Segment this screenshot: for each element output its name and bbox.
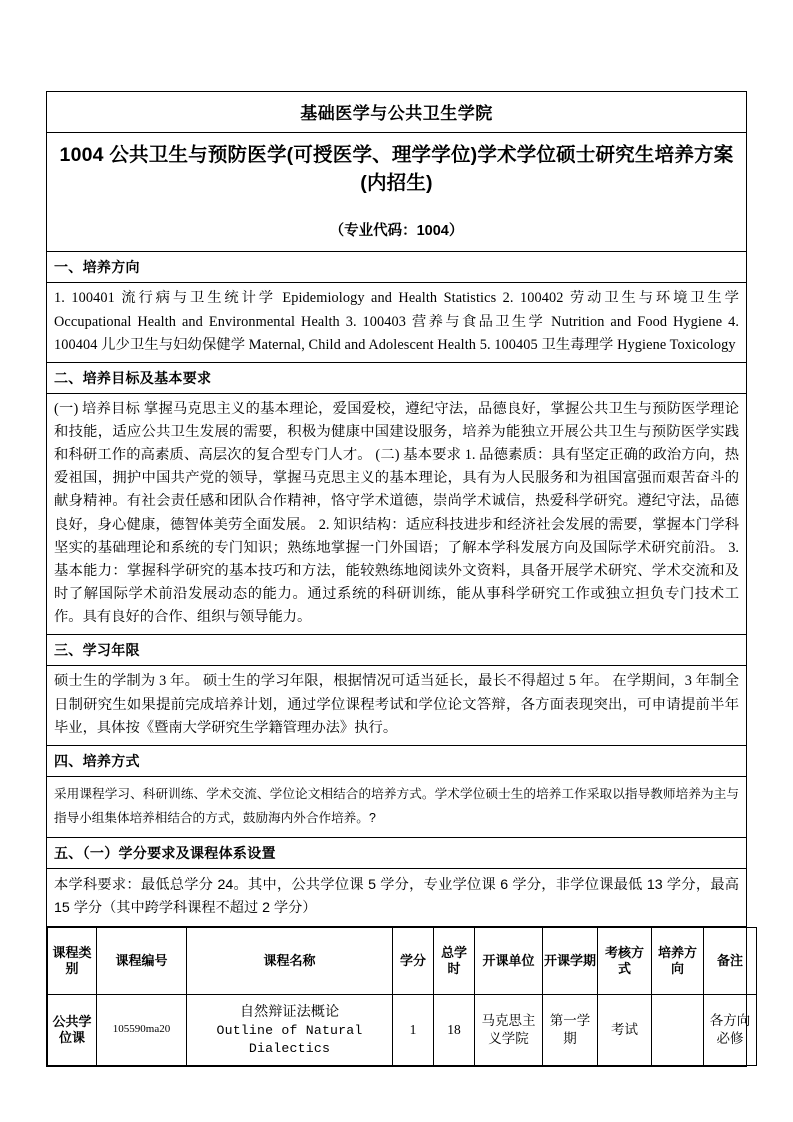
section-body-row-5 bbox=[47, 868, 747, 926]
section-body-row-3 bbox=[47, 666, 747, 745]
section-body-credit-requirements: 本学科要求：最低总学分 24。其中，公共学位课 5 学分，专业学位课 6 学分，非学位课最低 13 学分，最高 15 学分（其中跨学科课程不超过 2 学分） bbox=[54, 876, 739, 916]
course-table-header-row bbox=[48, 927, 757, 994]
program-document-table bbox=[46, 91, 751, 1067]
section-heading-row-3 bbox=[47, 635, 747, 666]
course-name-en-line2: Dialectics bbox=[248, 1040, 331, 1056]
section-body-row-2 bbox=[47, 393, 747, 635]
institute-title-row bbox=[47, 92, 747, 133]
course-schedule-table bbox=[47, 927, 757, 1066]
cell-credits: 1 bbox=[393, 994, 434, 1065]
section-heading-study-duration: 三、学习年限 bbox=[54, 642, 140, 659]
cell-remark: 各方向必修 bbox=[704, 994, 757, 1065]
cell-course-code: 105590ma20 bbox=[97, 994, 187, 1065]
section-heading-credit-requirements: 五、（一）学分要求及课程体系设置 bbox=[54, 844, 276, 861]
col-header-course-name: 课程名称 bbox=[187, 927, 393, 994]
col-header-remark: 备注 bbox=[704, 927, 757, 994]
course-name-en-line1: Outline of Natural bbox=[216, 1022, 363, 1038]
section-heading-training-method: 四、培养方式 bbox=[54, 752, 140, 769]
cell-category: 公共学位课 bbox=[48, 994, 97, 1065]
cell-total-hours: 18 bbox=[434, 994, 475, 1065]
section-heading-row-5 bbox=[47, 837, 747, 868]
institute-title: 基础医学与公共卫生学院 bbox=[300, 104, 493, 123]
section-body-row-4 bbox=[47, 776, 747, 837]
cell-offering-unit: 马克思主义学院 bbox=[475, 994, 543, 1065]
cell-assessment-method: 考试 bbox=[598, 994, 652, 1065]
program-title: 1004 公共卫生与预防医学(可授医学、理学学位)学术学位硕士研究生培养方案(内招生) bbox=[59, 144, 734, 194]
section-body-training-goals: (一) 培养目标 掌握马克思主义的基本理论，爱国爱校，遵纪守法，品德良好，掌握公共卫生与预防医学理论和技能，适应公共卫生发展的需要，积极为健康中国建设服务，培养为能独立开展公共卫生与预防医学实践和科研工作的高素质、高层次的复合型专门人才。 (二) 基本要求 1. 品德素质：具有坚定正确的政治方向，热爱祖国，拥护中国共产党的领导，掌握马克思主义的基本理论，具有为人民服务和为祖国富强而艰苦奋斗的献身精神。有社会责任感和团队合作精神，恪守学术道德，崇尚学术诚信，热爱科学研究。遵纪守法，品德良好，身心健康，德智体美劳全面发展。 2. 知识结构：适应科技进步和经济社会发展的需要，掌握本门学科坚实的基础理论和系统的专门知识；熟练地掌握一门外国语；了解本学科发展方向及国际学术研究前沿。 3. 基本能力：掌握科学研究的基本技巧和方法，能较熟练地阅读外文资料，具备开展学术研究、学术交流和及时了解国际学术前沿发展动态的能力。通过系统的科研训练，能从事科学研究工作或独立担负专门技术工作。具有良好的合作、组织与领导能力。 bbox=[54, 400, 739, 626]
section-heading-row-1 bbox=[47, 252, 747, 283]
program-title-row bbox=[47, 133, 747, 252]
section-body-row-1 bbox=[47, 283, 747, 362]
section-body-training-method: 采用课程学习、科研训练、学术交流、学位论文相结合的培养方式。学术学位硕士生的培养工作采取以指导教师培养为主与指导小组集体培养相结合的方式，鼓励海内外合作培养。? bbox=[54, 786, 739, 826]
col-header-total-hours: 总学时 bbox=[434, 927, 475, 994]
col-header-course-code: 课程编号 bbox=[97, 927, 187, 994]
cell-offering-term: 第一学期 bbox=[543, 994, 598, 1065]
col-header-assessment-method: 考核方式 bbox=[598, 927, 652, 994]
program-code: （专业代码：1004） bbox=[329, 223, 464, 240]
course-name-cn: 自然辩证法概论 bbox=[239, 1003, 340, 1020]
col-header-offering-term: 开课学期 bbox=[543, 927, 598, 994]
course-table-row bbox=[47, 926, 747, 1066]
cell-training-direction bbox=[652, 994, 704, 1065]
col-header-category: 课程类别 bbox=[48, 927, 97, 994]
col-header-offering-unit: 开课单位 bbox=[475, 927, 543, 994]
section-heading-training-goals: 二、培养目标及基本要求 bbox=[54, 369, 212, 386]
col-header-training-direction: 培养方向 bbox=[652, 927, 704, 994]
section-heading-row-2 bbox=[47, 362, 747, 393]
section-heading-row-4 bbox=[47, 745, 747, 776]
section-body-study-duration: 硕士生的学制为 3 年。 硕士生的学习年限，根据情况可适当延长，最长不得超过 5 年。 在学期间，3 年制全日制研究生如果提前完成培养计划，通过学位课程考试和学位论文答辩，各方面表现突出，可申请提前半年毕业，具体按《暨南大学研究生学籍管理办法》执行。 bbox=[54, 673, 739, 736]
section-heading-training-directions: 一、培养方向 bbox=[54, 259, 140, 276]
section-body-training-directions: 1. 100401 流行病与卫生统计学 Epidemiology and Health Statistics 2. 100402 劳动卫生与环境卫生学 Occupational Health and Environmental Health 3. 100403 营养与食品卫生学 Nutrition and Food Hygiene 4. 100404 儿少卫生与妇幼保健学 Maternal, Child and Adolescent Health 5. 100405 卫生毒理学 Hygiene Toxicology bbox=[54, 290, 739, 353]
cell-course-name bbox=[187, 994, 393, 1065]
table-row bbox=[48, 994, 757, 1065]
col-header-credits: 学分 bbox=[393, 927, 434, 994]
